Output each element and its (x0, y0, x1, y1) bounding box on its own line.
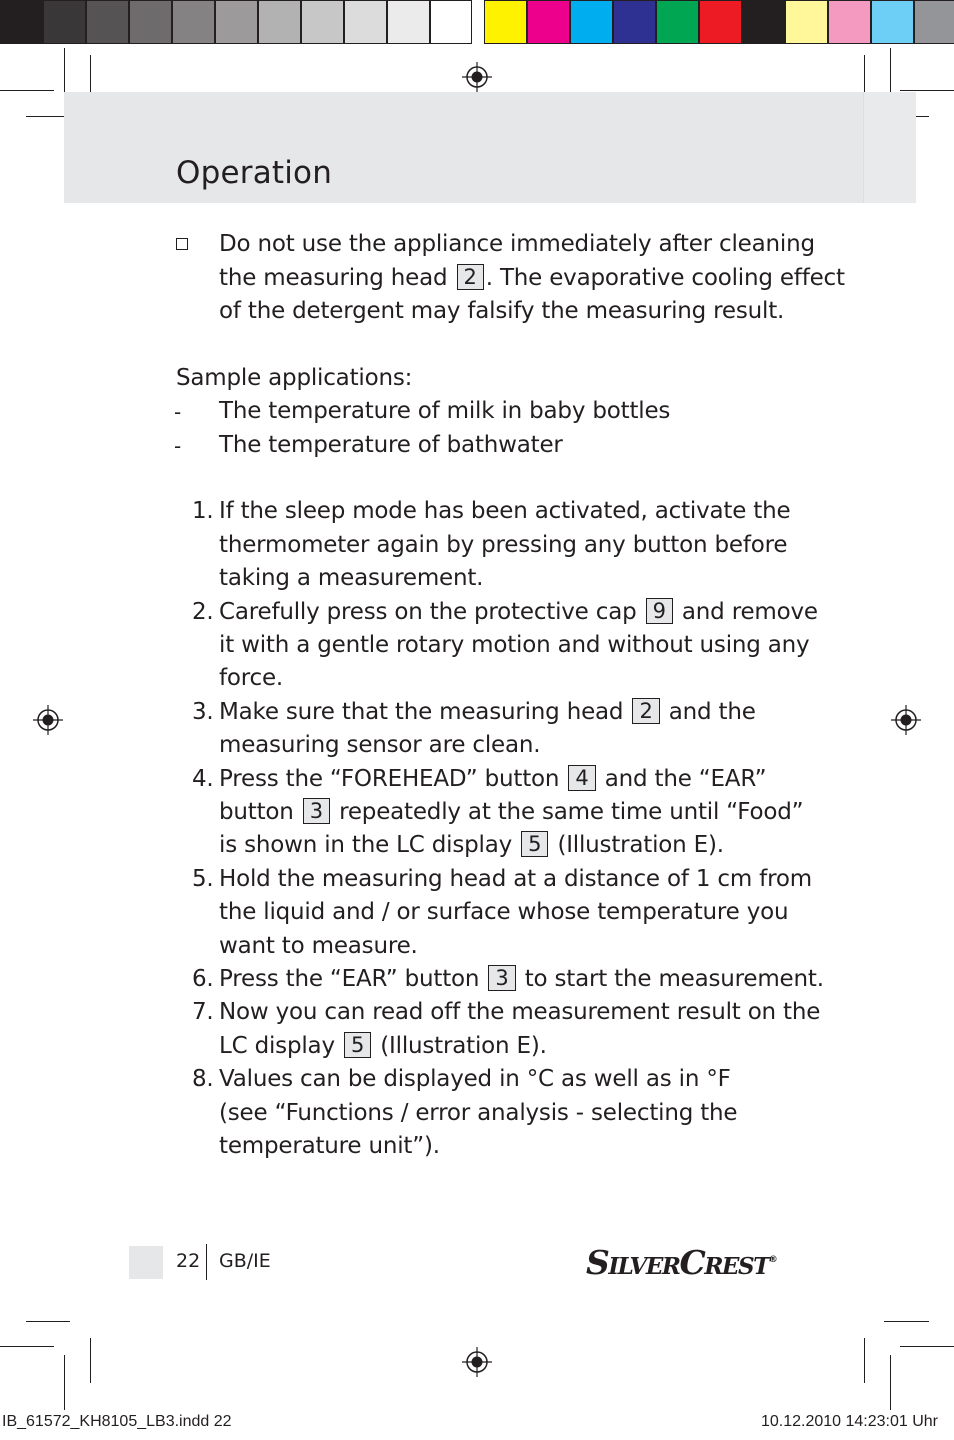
crop-mark (900, 90, 954, 91)
registration-mark-icon (891, 705, 921, 735)
step-text-part: to start the measurement. (524, 966, 824, 992)
step-number: 5. (192, 866, 214, 892)
logo-text: REST (704, 1253, 769, 1280)
sample-item: The temperature of milk in baby bottles (219, 398, 671, 424)
note-line (219, 262, 845, 296)
crop-mark (900, 1346, 954, 1347)
color-swatch (613, 0, 656, 44)
gray-swatch (215, 0, 258, 44)
page-number: 22 (176, 1250, 201, 1272)
sample-item: The temperature of bathwater (219, 432, 563, 458)
step-number: 1. (192, 498, 214, 524)
registration-mark-icon (33, 705, 63, 735)
step-number: 4. (192, 766, 214, 792)
reference-number: 2 (632, 698, 659, 724)
step-text: the liquid and / or surface whose temperature you (219, 899, 789, 925)
crop-mark (0, 90, 54, 91)
gray-swatch (172, 0, 215, 44)
registered-mark: ® (768, 1255, 778, 1265)
color-swatch (828, 0, 871, 44)
color-swatch (742, 0, 785, 44)
gray-swatch (43, 0, 86, 44)
gray-swatch (430, 0, 472, 44)
gray-swatch (86, 0, 129, 44)
step-text-part: Press the “FOREHEAD” button (219, 766, 560, 792)
registration-mark-icon (462, 1347, 492, 1377)
file-slug: IB_61572_KH8105_LB3.indd 22 (2, 1413, 232, 1430)
page-number-box (129, 1246, 163, 1279)
color-swatch (785, 0, 828, 44)
color-swatch (914, 0, 954, 44)
step-text: force. (219, 665, 284, 691)
step-text: Now you can read off the measurement result on the (219, 999, 821, 1025)
step-text: (see “Functions / error analysis - selecting the (219, 1100, 738, 1126)
crop-mark (0, 1346, 54, 1347)
step-text-part: (Illustration E). (380, 1033, 547, 1059)
step-text-part: Carefully press on the protective cap (219, 599, 637, 625)
step-text-part: and the (668, 699, 756, 725)
reference-number: 3 (488, 965, 515, 991)
step-text: measuring sensor are clean. (219, 732, 541, 758)
step-number: 7. (192, 999, 214, 1025)
step-text: Values can be displayed in °C as well as in °F (219, 1066, 731, 1092)
step-text-part: button (219, 799, 294, 825)
reference-number: 4 (568, 765, 595, 791)
dash-bullet: - (174, 434, 182, 458)
color-swatch (699, 0, 742, 44)
color-swatch (656, 0, 699, 44)
registration-mark-icon (462, 62, 492, 92)
step-number: 2. (192, 599, 214, 625)
footer-divider (206, 1244, 207, 1280)
crop-mark (26, 1321, 70, 1322)
crop-mark (26, 116, 66, 117)
reference-number: 2 (457, 264, 484, 290)
step-number: 6. (192, 966, 214, 992)
reference-number: 5 (521, 831, 548, 857)
print-timestamp: 10.12.2010 14:23:01 Uhr (760, 1413, 938, 1430)
step-text-part: (Illustration E). (557, 832, 724, 858)
note-line: of the detergent may falsify the measuring result. (219, 298, 785, 324)
crop-mark (64, 1355, 65, 1410)
step-text-part: and the “EAR” (604, 766, 767, 792)
sample-heading: Sample applications: (176, 365, 413, 391)
step-text (219, 963, 824, 997)
logo-text: ILVER (608, 1253, 680, 1280)
step-text (219, 1030, 547, 1064)
step-text-part: is shown in the LC display (219, 832, 513, 858)
note-line: Do not use the appliance immediately after cleaning (219, 231, 815, 257)
note-text: . The evaporative cooling effect (485, 265, 845, 291)
step-text: thermometer again by pressing any button before (219, 532, 788, 558)
reference-number: 5 (344, 1032, 371, 1058)
crop-mark (884, 1321, 929, 1322)
brand-logo (586, 1243, 778, 1282)
step-text (219, 796, 803, 830)
step-text (219, 696, 756, 730)
step-text: taking a measurement. (219, 565, 484, 591)
step-number: 8. (192, 1066, 214, 1092)
square-bullet-icon (176, 238, 188, 250)
step-number: 3. (192, 699, 214, 725)
gray-swatch (344, 0, 387, 44)
step-text (219, 763, 766, 797)
step-text: temperature unit”). (219, 1133, 440, 1159)
crop-mark (90, 1338, 91, 1383)
page-title: Operation (176, 155, 333, 191)
header-band-edge (863, 92, 916, 203)
gray-swatch (0, 0, 43, 44)
step-text-part: repeatedly at the same time until “Food” (339, 799, 804, 825)
step-text: it with a gentle rotary motion and without using any (219, 632, 810, 658)
logo-text: S (586, 1243, 609, 1282)
color-swatch (484, 0, 527, 44)
crop-mark (890, 48, 891, 98)
crop-mark (64, 48, 65, 98)
step-text-part: and remove (681, 599, 818, 625)
color-swatch (570, 0, 613, 44)
grayscale-color-bar (0, 0, 472, 46)
step-text (219, 829, 724, 863)
step-text: Hold the measuring head at a distance of 1 cm from (219, 866, 812, 892)
color-swatch (871, 0, 914, 44)
step-text (219, 596, 818, 630)
step-text-part: Press the “EAR” button (219, 966, 480, 992)
crop-mark (864, 1338, 865, 1383)
dash-bullet: - (174, 400, 182, 424)
step-text-part: Make sure that the measuring head (219, 699, 624, 725)
reference-number: 3 (303, 798, 330, 824)
gray-swatch (301, 0, 344, 44)
step-text-part: LC display (219, 1033, 335, 1059)
step-text: If the sleep mode has been activated, activate the (219, 498, 791, 524)
step-text: want to measure. (219, 933, 418, 959)
logo-text: C (679, 1243, 705, 1282)
gray-swatch (129, 0, 172, 44)
locale-label: GB/IE (219, 1250, 271, 1272)
crop-mark (890, 1355, 891, 1410)
color-swatch (527, 0, 570, 44)
gray-swatch (387, 0, 430, 44)
note-text: the measuring head (219, 265, 448, 291)
reference-number: 9 (646, 598, 673, 624)
gray-swatch (258, 0, 301, 44)
process-color-bar (484, 0, 954, 46)
